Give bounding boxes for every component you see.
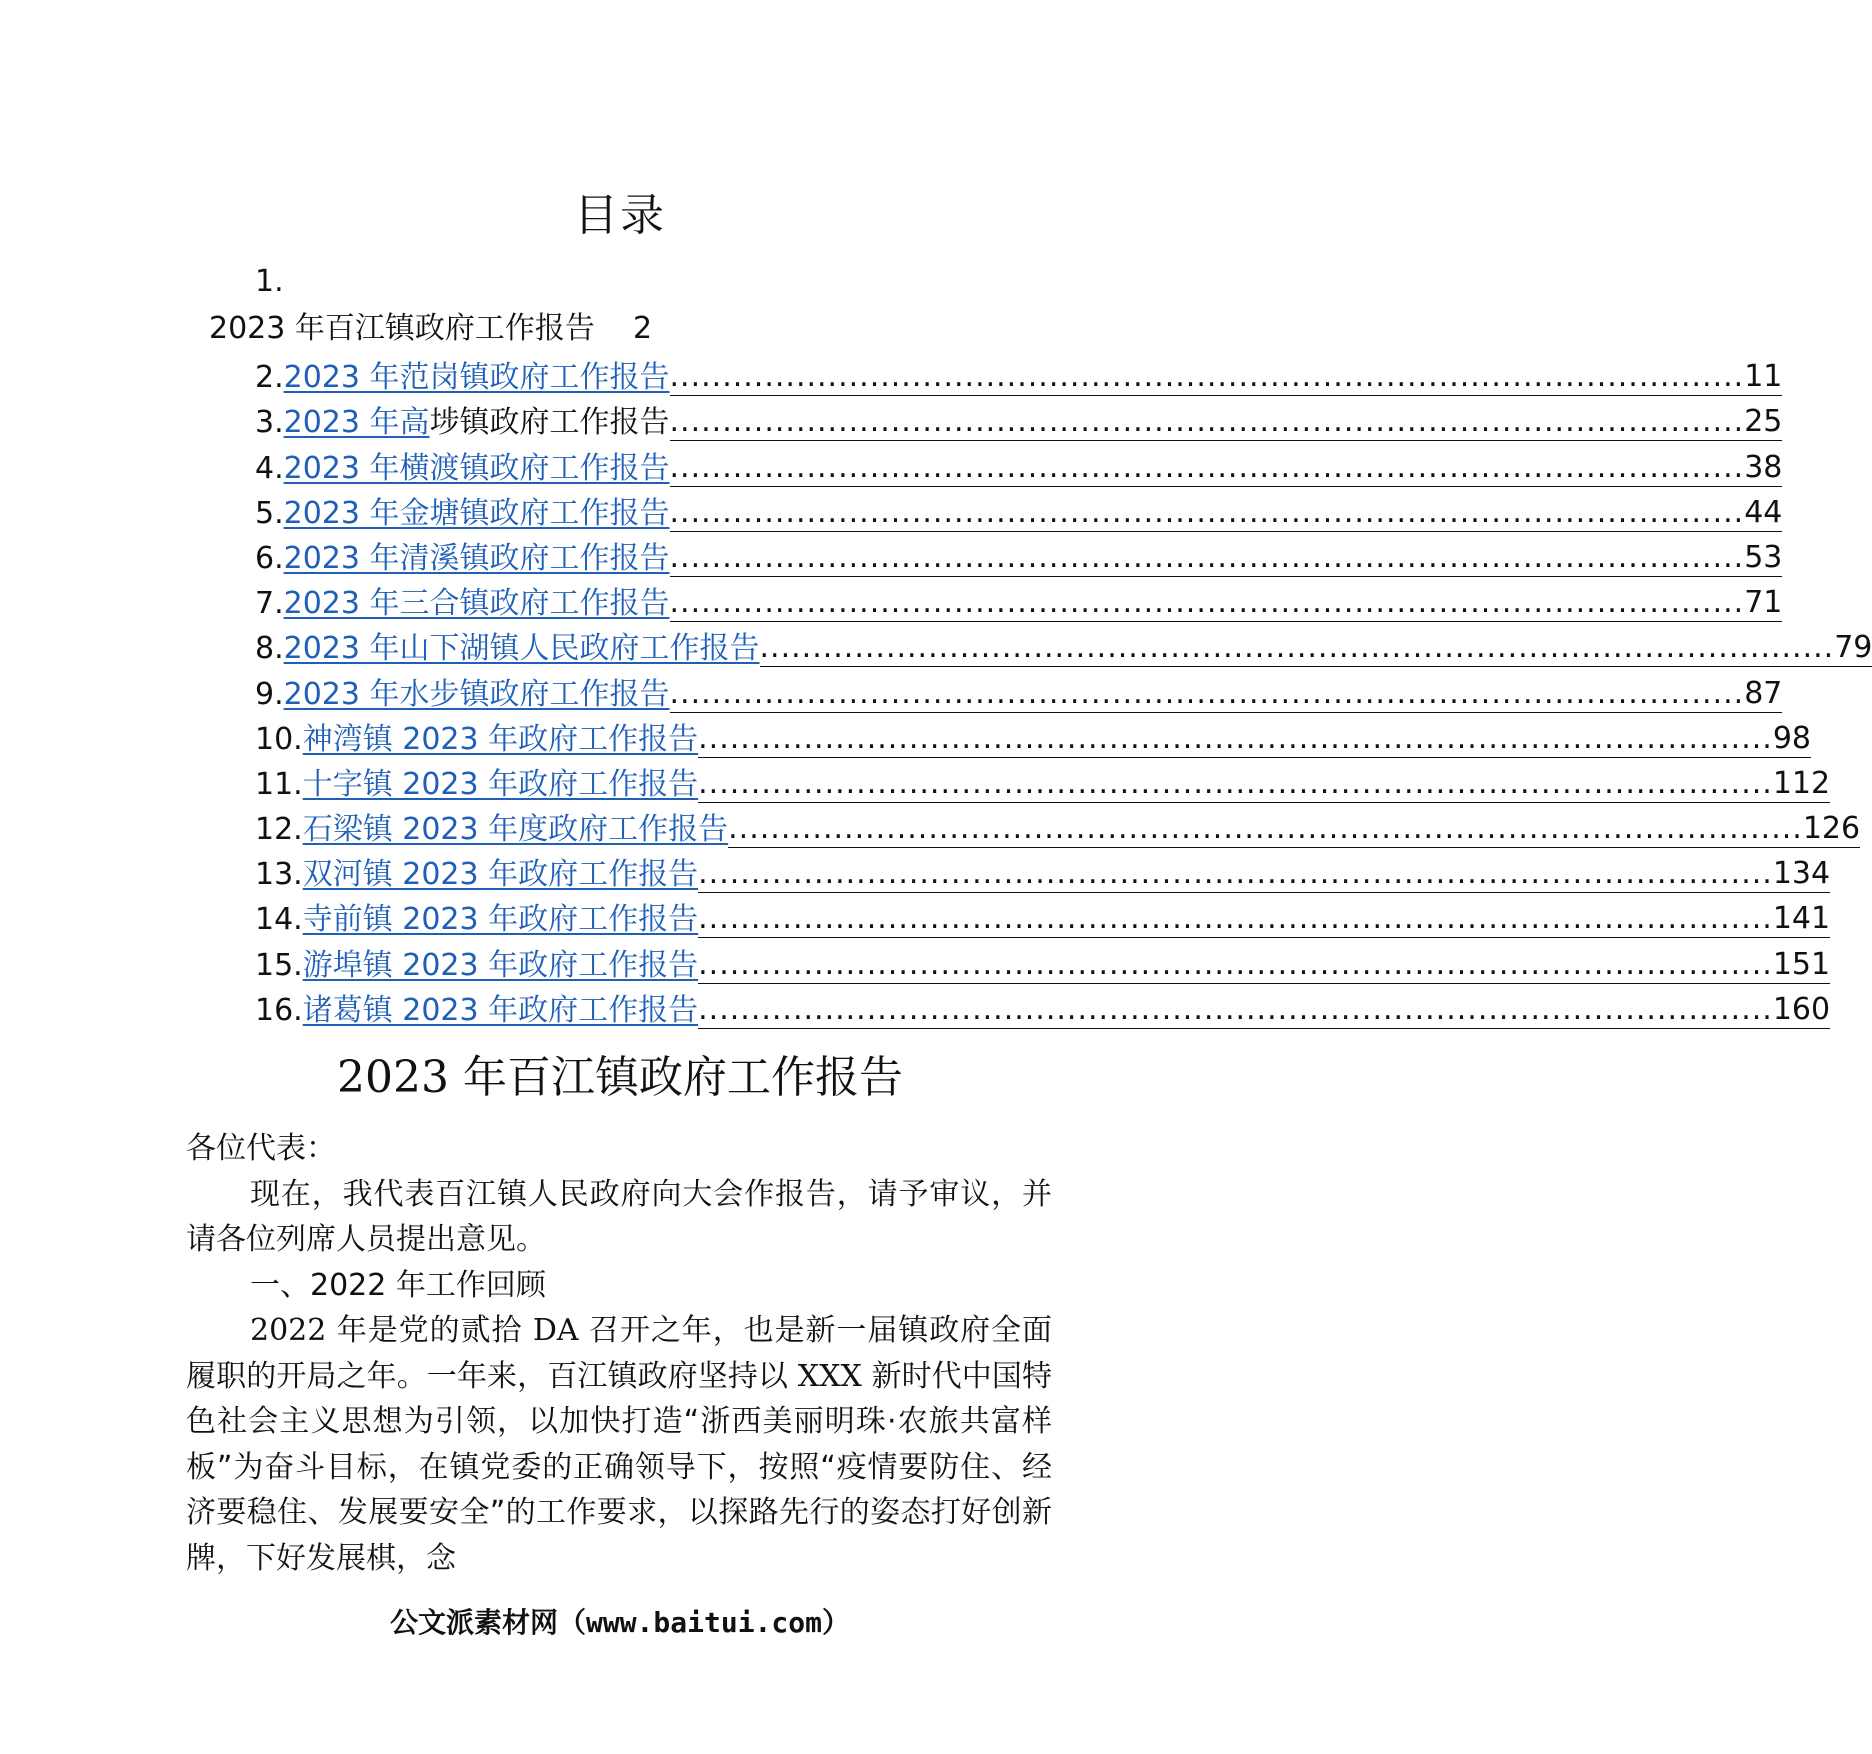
toc-leader-dots: ......................................................................................................	[669, 539, 1745, 575]
toc-list	[255, 353, 1872, 1031]
toc-item-link[interactable]: 2023 年清溪镇政府工作报告	[283, 540, 670, 576]
toc-item-link[interactable]: 寺前镇 2023 年政府工作报告	[302, 902, 699, 938]
toc-item-page: 71	[1744, 585, 1783, 621]
toc-item[interactable]	[255, 895, 1831, 940]
toc-item-link[interactable]: 2023 年范岗镇政府工作报告	[283, 360, 670, 396]
toc-item-title-rest: 埗镇政府工作报告	[429, 405, 670, 441]
toc-item-page: 25	[1744, 404, 1783, 440]
toc-item-number: 9.	[255, 676, 284, 712]
toc-item-number: 14.	[255, 902, 303, 938]
toc-item-link[interactable]: 十字镇 2023 年政府工作报告	[302, 766, 699, 802]
toc-item-number: 4.	[255, 450, 284, 486]
toc-item-link[interactable]: 诸葛镇 2023 年政府工作报告	[302, 992, 699, 1028]
toc-item-link[interactable]: 2023 年金塘镇政府工作报告	[283, 495, 670, 531]
section-heading: 一、2022 年工作回顾	[250, 1267, 546, 1303]
toc-item[interactable]	[255, 850, 1831, 895]
toc-leader-dots: ......................................................................................................	[698, 765, 1773, 801]
toc-item-page: 11	[1744, 359, 1783, 395]
toc-item-page: 151	[1772, 946, 1831, 982]
toc-item-link[interactable]: 2023 年三合镇政府工作报告	[283, 586, 670, 622]
toc-item-page: 126	[1802, 811, 1861, 847]
toc-leader-dots: ......................................................................................................	[698, 946, 1773, 982]
toc-item-number: 12.	[255, 812, 303, 848]
document-title-year: 2023	[337, 1052, 449, 1103]
footer-watermark	[0, 1603, 1240, 1643]
toc-item-link[interactable]: 游埠镇 2023 年政府工作报告	[302, 947, 699, 983]
footer-close: ）	[822, 1606, 851, 1639]
toc-item[interactable]	[255, 443, 1783, 488]
toc-item-number: 8.	[255, 631, 284, 667]
toc-item-link[interactable]: 双河镇 2023 年政府工作报告	[302, 857, 699, 893]
toc-item-page: 38	[1744, 449, 1783, 485]
toc-leader-dots: ......................................................................................................	[698, 720, 1773, 756]
toc-leader-dots: ......................................................................................................	[669, 359, 1745, 395]
toc-first-item[interactable]	[209, 309, 652, 349]
toc-title: 目录	[574, 190, 666, 241]
toc-item-link[interactable]: 2023 年横渡镇政府工作报告	[283, 450, 670, 486]
toc-item-page: 141	[1772, 901, 1831, 937]
toc-item[interactable]	[255, 579, 1783, 624]
toc-leader-dots: ......................................................................................................	[669, 585, 1745, 621]
toc-item-page: 87	[1744, 675, 1783, 711]
toc-item[interactable]	[255, 715, 1812, 760]
toc-item-page: 134	[1772, 856, 1831, 892]
toc-leader-dots: ......................................................................................................	[698, 856, 1773, 892]
toc-item-page: 79	[1834, 630, 1872, 666]
toc-first-item-title: 2023 年百江镇政府工作报告	[209, 311, 595, 346]
toc-item[interactable]	[255, 534, 1783, 579]
toc-item-number: 15.	[255, 947, 303, 983]
toc-item-link[interactable]: 神湾镇 2023 年政府工作报告	[302, 721, 699, 757]
toc-leader-dots: ......................................................................................................	[669, 404, 1745, 440]
toc-item-link[interactable]: 石梁镇 2023 年度政府工作报告	[302, 812, 729, 848]
toc-item-link[interactable]: 2023 年水步镇政府工作报告	[283, 676, 670, 712]
toc-item-number: 3.	[255, 405, 284, 441]
toc-item-number: 10.	[255, 721, 303, 757]
toc-item-link[interactable]	[284, 403, 670, 443]
toc-item-number: 6.	[255, 540, 284, 576]
toc-leader-dots: ......................................................................................................	[698, 901, 1773, 937]
toc-item-number: 16.	[255, 992, 303, 1028]
toc-item-link[interactable]: 2023 年山下湖镇人民政府工作报告	[283, 631, 760, 667]
toc-item[interactable]	[255, 940, 1831, 985]
document-title	[0, 1050, 1240, 1106]
footer-site-name: 公文派素材网（	[389, 1606, 586, 1639]
toc-item-link-part: 2023 年高	[283, 405, 430, 441]
toc-leader-dots: ......................................................................................................	[728, 811, 1803, 847]
toc-item-page: 44	[1744, 494, 1783, 530]
toc-leader-dots: ......................................................................................................	[669, 449, 1745, 485]
toc-item-number: 11.	[255, 766, 303, 802]
toc-item-page: 160	[1772, 991, 1831, 1027]
document-body	[186, 1126, 1052, 1581]
toc-item-number: 5.	[255, 495, 284, 531]
toc-item[interactable]	[255, 624, 1872, 669]
toc-leader-dots: ......................................................................................................	[759, 630, 1835, 666]
toc-item-page: 53	[1744, 539, 1783, 575]
toc-first-item-number: 1.	[255, 264, 284, 299]
toc-item-number: 13.	[255, 857, 303, 893]
footer-url: www.baitui.com	[585, 1606, 822, 1639]
toc-item[interactable]	[255, 398, 1783, 443]
toc-item[interactable]	[255, 353, 1783, 398]
body-paragraph: 现在，我代表百江镇人民政府向大会作报告，请予审议，并请各位列席人员提出意见。	[186, 1176, 1052, 1257]
toc-item[interactable]	[255, 669, 1783, 714]
body-paragraph: 2022 年是党的贰拾 DA 召开之年，也是新一届镇政府全面履职的开局之年。一年来，百江镇政府坚持以 XXX 新时代中国特色社会主义思想为引领，以加快打造“浙西美丽明珠·农旅共富样板”为奋斗目标，在镇党委的正确领导下，按照“疫情要防住、经济要稳住、发展要安全”的工作要求，以探路先行的姿态打好创新牌，下好发展棋，念	[186, 1313, 1052, 1576]
toc-item[interactable]	[255, 805, 1861, 850]
toc-leader-dots: ......................................................................................................	[698, 991, 1773, 1027]
toc-item-page: 112	[1772, 765, 1831, 801]
toc-item[interactable]	[255, 986, 1831, 1031]
toc-first-item-page: 2	[633, 311, 653, 346]
document-title-text: 年百江镇政府工作报告	[448, 1052, 903, 1103]
toc-item-number: 2.	[255, 360, 284, 396]
toc-item-number: 7.	[255, 586, 284, 622]
toc-item-page: 98	[1772, 720, 1812, 756]
toc-item[interactable]	[255, 760, 1831, 805]
salutation: 各位代表：	[186, 1131, 336, 1166]
toc-leader-dots: ......................................................................................................	[669, 675, 1745, 711]
toc-leader-dots: ......................................................................................................	[669, 494, 1745, 530]
toc-item[interactable]	[255, 489, 1783, 534]
